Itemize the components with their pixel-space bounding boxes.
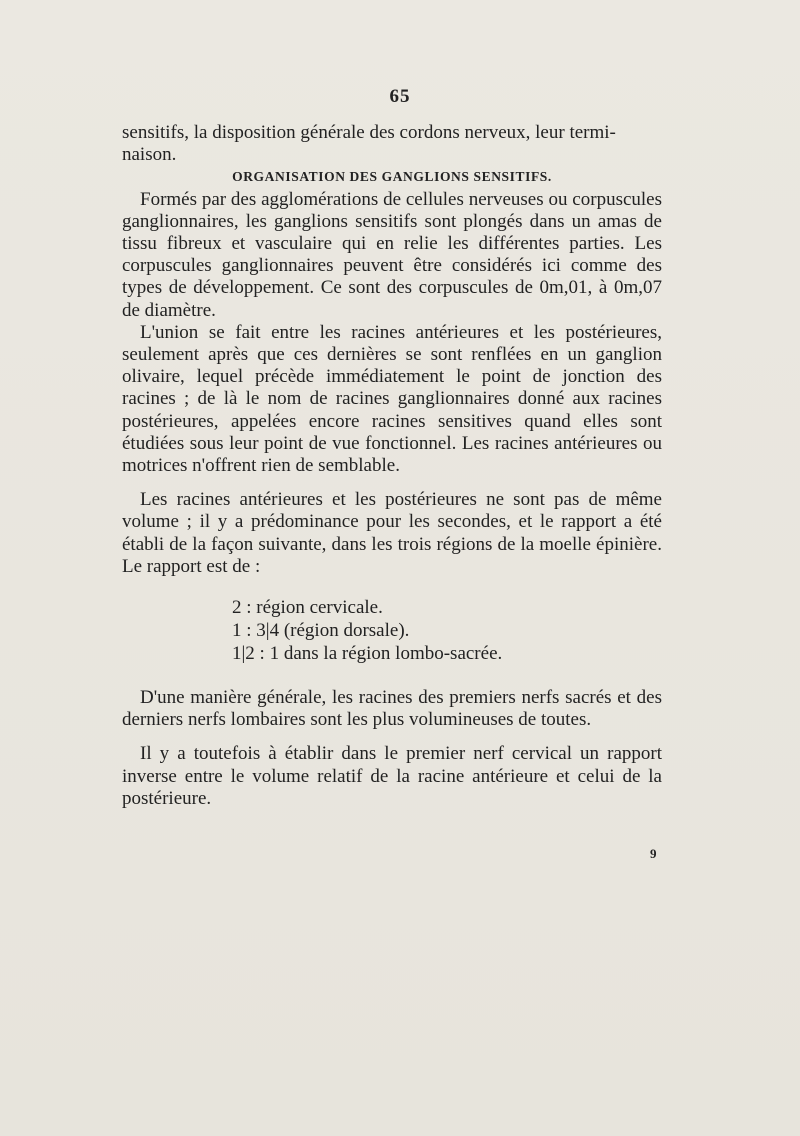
- paragraph-1: Formés par des agglomérations de cellules nerveuses ou corpuscules ganglionnaires, les ganglions sensitifs sont plongés dans un amas de tissu fibreux et vasculaire qui en relie les différentes parties. Les corpuscules ganglionnaires peuvent être considérés ici comme des types de développement. Ce sont des corpuscules de 0m,01, à 0m,07 de diamètre.: [122, 188, 662, 321]
- paragraph-3: Les racines antérieures et les postérieures ne sont pas de même volume ; il y a prédominance pour les secondes, et le rapport a été établi de la façon suivante, dans les trois régions de la moelle épinière. Le rapport est de :: [122, 489, 662, 577]
- signature-mark: 9: [650, 846, 657, 861]
- spacer: [122, 477, 662, 489]
- paragraph-4: D'une manière générale, les racines des premiers nerfs sacrés et des derniers nerfs lombaires sont les plus volumineuses de toutes.: [122, 687, 662, 731]
- intro-line-2: naison.: [122, 144, 177, 166]
- spacer: [122, 731, 662, 743]
- intro-line-1: sensitifs, la disposition générale des cordons nerveux, leur termi-: [122, 122, 616, 143]
- text-body: [122, 122, 662, 810]
- ratio-list: [232, 596, 662, 665]
- section-heading: ORGANISATION DES GANGLIONS SENSITIFS.: [232, 169, 552, 185]
- ratio-lumbosacral: 1|2 : 1 dans la région lombo-sacrée.: [232, 643, 503, 665]
- paragraph-2: L'union se fait entre les racines antérieures et les postérieures, seulement après que ces dernières se sont renflées en un ganglion olivaire, lequel précède immédiatement le point de jonction des racines ; de là le nom de racines ganglionnaires donné aux racines postérieures, appelées encore racines sensitives quand elles sont étudiées sous leur point de vue fonctionnel. Les racines antérieures ou motrices n'offrent rien de semblable.: [122, 321, 662, 477]
- paragraph-5: Il y a toutefois à établir dans le premier nerf cervical un rapport inverse entre le volume relatif de la racine antérieure et celui de la postérieure.: [122, 743, 662, 809]
- page-number: 65: [389, 86, 411, 107]
- ratio-dorsal: 1 : 3|4 (région dorsale).: [232, 620, 410, 642]
- ratio-cervical: 2 : région cervicale.: [232, 597, 383, 619]
